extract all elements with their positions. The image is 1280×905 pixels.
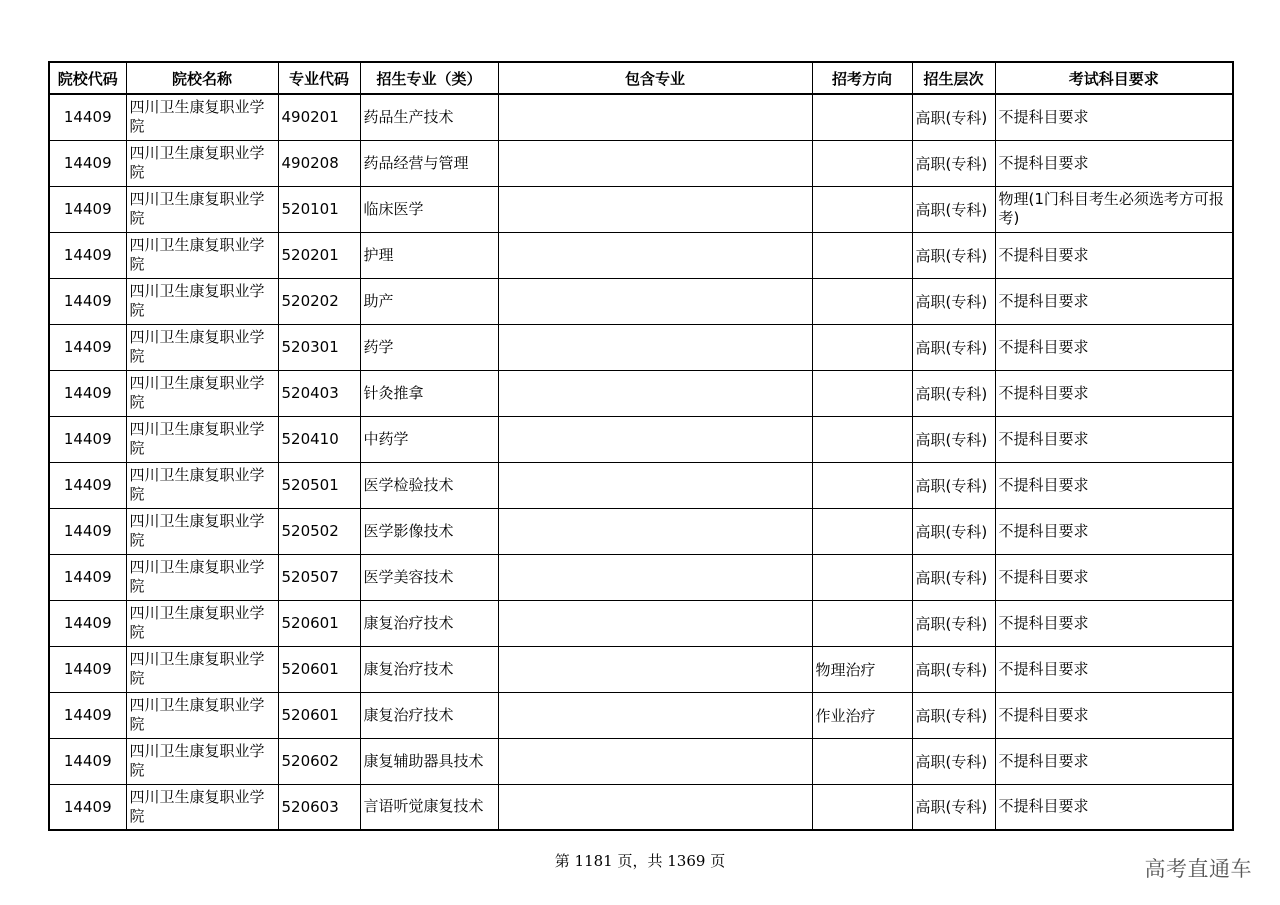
cell-major: 护理 [360,232,498,278]
table-row [49,140,1233,186]
cell-school-code: 14409 [49,324,126,370]
cell-level: 高职(专科) [912,186,995,232]
cell-level: 高职(专科) [912,600,995,646]
cell-school-name: 四川卫生康复职业学院 [126,94,278,140]
cell-requirement: 不提科目要求 [995,416,1233,462]
cell-direction [812,738,912,784]
cell-major: 针灸推拿 [360,370,498,416]
cell-level: 高职(专科) [912,738,995,784]
cell-major-code: 520601 [278,600,360,646]
cell-included-majors [498,416,812,462]
cell-school-code: 14409 [49,140,126,186]
cell-included-majors [498,692,812,738]
cell-direction [812,554,912,600]
cell-direction [812,324,912,370]
header-level: 招生层次 [912,62,995,94]
cell-included-majors [498,646,812,692]
table-row [49,186,1233,232]
cell-school-code: 14409 [49,784,126,830]
cell-major-code: 520101 [278,186,360,232]
cell-direction: 物理治疗 [812,646,912,692]
cell-major-code: 520601 [278,692,360,738]
cell-school-name: 四川卫生康复职业学院 [126,554,278,600]
cell-school-code: 14409 [49,462,126,508]
cell-requirement: 不提科目要求 [995,232,1233,278]
cell-requirement: 不提科目要求 [995,140,1233,186]
cell-major: 康复治疗技术 [360,600,498,646]
table-row [49,416,1233,462]
header-school-name: 院校名称 [126,62,278,94]
cell-major-code: 520603 [278,784,360,830]
cell-requirement: 不提科目要求 [995,462,1233,508]
cell-school-name: 四川卫生康复职业学院 [126,784,278,830]
cell-school-name: 四川卫生康复职业学院 [126,738,278,784]
cell-school-code: 14409 [49,416,126,462]
cell-direction: 作业治疗 [812,692,912,738]
cell-school-name: 四川卫生康复职业学院 [126,140,278,186]
cell-requirement: 不提科目要求 [995,94,1233,140]
cell-major-code: 520410 [278,416,360,462]
cell-direction [812,278,912,324]
cell-direction [812,140,912,186]
cell-requirement: 不提科目要求 [995,278,1233,324]
cell-direction [812,370,912,416]
cell-level: 高职(专科) [912,462,995,508]
table-row [49,94,1233,140]
watermark-text: 高考直通车 [1144,857,1252,881]
cell-school-code: 14409 [49,94,126,140]
cell-requirement: 不提科目要求 [995,646,1233,692]
page-number: 第 1181 页，共 1369 页 [554,852,726,870]
cell-school-code: 14409 [49,232,126,278]
cell-requirement: 物理(1门科目考生必须选考方可报考) [995,186,1233,232]
cell-major: 康复治疗技术 [360,692,498,738]
cell-major-code: 520601 [278,646,360,692]
cell-school-name: 四川卫生康复职业学院 [126,692,278,738]
cell-level: 高职(专科) [912,232,995,278]
cell-direction [812,462,912,508]
cell-major-code: 490208 [278,140,360,186]
cell-school-name: 四川卫生康复职业学院 [126,600,278,646]
cell-school-name: 四川卫生康复职业学院 [126,232,278,278]
cell-school-name: 四川卫生康复职业学院 [126,324,278,370]
cell-included-majors [498,738,812,784]
cell-requirement: 不提科目要求 [995,738,1233,784]
cell-direction [812,600,912,646]
cell-level: 高职(专科) [912,370,995,416]
cell-included-majors [498,140,812,186]
cell-school-code: 14409 [49,508,126,554]
cell-included-majors [498,94,812,140]
table-row [49,600,1233,646]
cell-direction [812,94,912,140]
cell-included-majors [498,232,812,278]
cell-direction [812,186,912,232]
cell-school-code: 14409 [49,554,126,600]
cell-included-majors [498,186,812,232]
cell-major: 药品生产技术 [360,94,498,140]
header-requirement: 考试科目要求 [995,62,1233,94]
cell-included-majors [498,462,812,508]
table-row [49,646,1233,692]
cell-included-majors [498,554,812,600]
cell-school-name: 四川卫生康复职业学院 [126,186,278,232]
cell-school-code: 14409 [49,370,126,416]
cell-major: 康复治疗技术 [360,646,498,692]
cell-major: 助产 [360,278,498,324]
cell-major-code: 490201 [278,94,360,140]
header-major: 招生专业（类） [360,62,498,94]
header-school-code: 院校代码 [49,62,126,94]
cell-school-code: 14409 [49,646,126,692]
cell-included-majors [498,278,812,324]
cell-major-code: 520202 [278,278,360,324]
cell-requirement: 不提科目要求 [995,554,1233,600]
cell-level: 高职(专科) [912,646,995,692]
table-row [49,278,1233,324]
cell-major-code: 520602 [278,738,360,784]
cell-level: 高职(专科) [912,140,995,186]
cell-major: 药品经营与管理 [360,140,498,186]
cell-level: 高职(专科) [912,554,995,600]
cell-requirement: 不提科目要求 [995,692,1233,738]
cell-included-majors [498,370,812,416]
cell-requirement: 不提科目要求 [995,324,1233,370]
cell-level: 高职(专科) [912,94,995,140]
table-row [49,738,1233,784]
table-row [49,508,1233,554]
cell-direction [812,232,912,278]
cell-major: 药学 [360,324,498,370]
cell-requirement: 不提科目要求 [995,784,1233,830]
cell-major: 医学影像技术 [360,508,498,554]
cell-major-code: 520501 [278,462,360,508]
cell-school-name: 四川卫生康复职业学院 [126,646,278,692]
cell-school-code: 14409 [49,278,126,324]
cell-school-code: 14409 [49,738,126,784]
cell-included-majors [498,784,812,830]
cell-direction [812,508,912,554]
cell-requirement: 不提科目要求 [995,600,1233,646]
cell-major: 康复辅助器具技术 [360,738,498,784]
cell-school-name: 四川卫生康复职业学院 [126,462,278,508]
cell-level: 高职(专科) [912,278,995,324]
cell-school-code: 14409 [49,692,126,738]
table-row [49,324,1233,370]
admission-table [48,61,1234,831]
header-included-majors: 包含专业 [498,62,812,94]
cell-major: 临床医学 [360,186,498,232]
cell-school-name: 四川卫生康复职业学院 [126,508,278,554]
cell-requirement: 不提科目要求 [995,370,1233,416]
cell-level: 高职(专科) [912,784,995,830]
cell-included-majors [498,324,812,370]
cell-school-name: 四川卫生康复职业学院 [126,278,278,324]
cell-school-name: 四川卫生康复职业学院 [126,416,278,462]
cell-major-code: 520201 [278,232,360,278]
cell-major-code: 520507 [278,554,360,600]
cell-included-majors [498,600,812,646]
cell-level: 高职(专科) [912,692,995,738]
cell-level: 高职(专科) [912,324,995,370]
cell-direction [812,784,912,830]
cell-major: 医学检验技术 [360,462,498,508]
cell-school-code: 14409 [49,600,126,646]
header-direction: 招考方向 [812,62,912,94]
table-row [49,554,1233,600]
table-row [49,370,1233,416]
table-header-row [49,62,1233,94]
cell-major-code: 520403 [278,370,360,416]
cell-requirement: 不提科目要求 [995,508,1233,554]
cell-major: 言语听觉康复技术 [360,784,498,830]
cell-major-code: 520502 [278,508,360,554]
table-row [49,462,1233,508]
table-row [49,232,1233,278]
cell-major: 中药学 [360,416,498,462]
table-row [49,692,1233,738]
header-major-code: 专业代码 [278,62,360,94]
cell-direction [812,416,912,462]
cell-level: 高职(专科) [912,508,995,554]
cell-level: 高职(专科) [912,416,995,462]
cell-major-code: 520301 [278,324,360,370]
cell-school-code: 14409 [49,186,126,232]
cell-included-majors [498,508,812,554]
cell-school-name: 四川卫生康复职业学院 [126,370,278,416]
table-row [49,784,1233,830]
cell-major: 医学美容技术 [360,554,498,600]
